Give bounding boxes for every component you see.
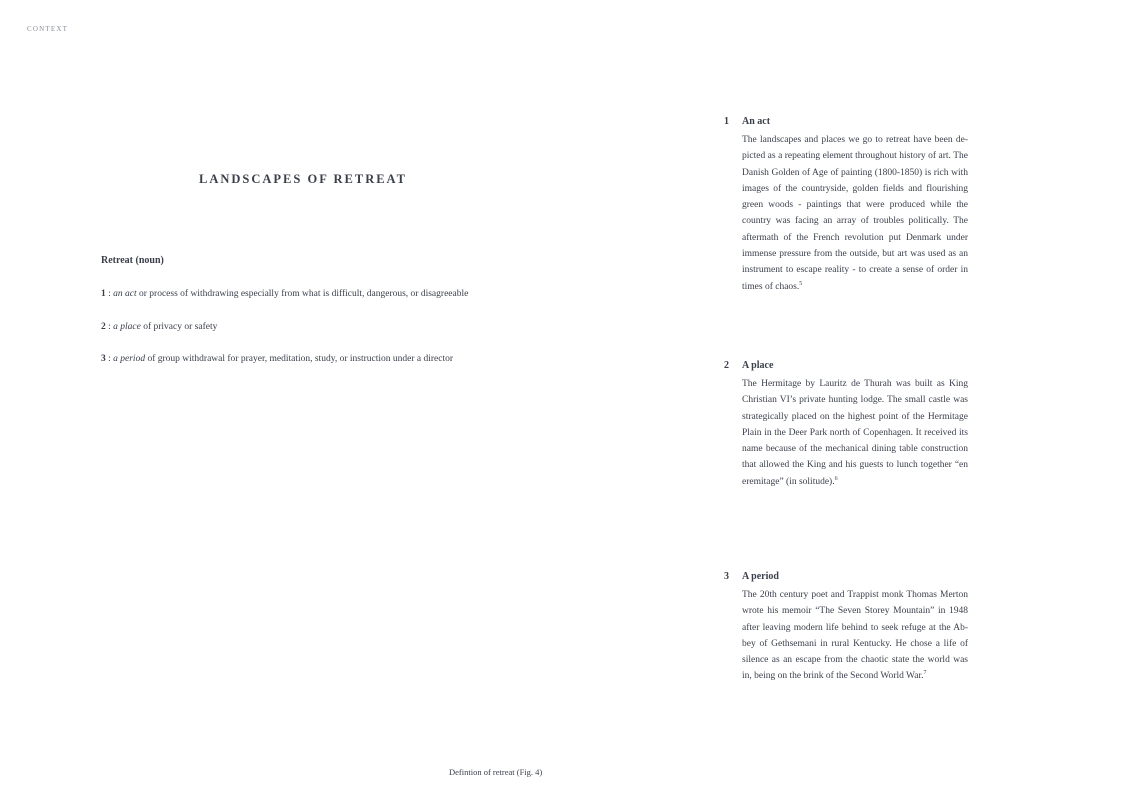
definition-text: or process of withdrawing especially from what is difficult, dangerous, or disagreeable (136, 289, 469, 299)
entry-heading: A period (742, 571, 779, 582)
definition-keyword: act (125, 289, 137, 299)
definition-separator: : (105, 354, 114, 364)
definition-separator: : (105, 321, 114, 332)
entry-body-text: The Hermitage by Lauritz de Thurah was built as King Christian VI’s private hunting lodge. The small castle was strategically placed on the highest point of the Hermitage Plain in the Deer Park north of Copenhagen. It received its name because of the mechanical dining table construction that allowed the King and his guests to lunch together “en eremitage” (in solitude). (742, 379, 968, 487)
definition-number: 1 (101, 289, 106, 299)
entry-act (724, 116, 968, 295)
definition-heading: Retreat (noun) (101, 255, 164, 266)
entry-number: 2 (724, 360, 729, 371)
footnote-marker: 6 (834, 475, 838, 482)
entry-body-text: The landscapes and places we go to retreat have been depicted as a repeating element throughout history of art. The Danish Golden of Age of painting (1800-1850) is rich with images of the countryside, golden fields and flourishing green woods - paintings that were produced while the country was facing an array of troubles politically. The aftermath of the French revolution put Denmark under immense pressure from the outside, but art was used as an instrument to escape reality - to create a sense of order in times of chaos. (742, 135, 968, 292)
entry-period (724, 571, 968, 685)
definition-prefix: a (113, 354, 121, 364)
definition-prefix: a (113, 321, 121, 332)
entry-body (742, 376, 968, 490)
context-label: CONTEXT (27, 25, 69, 33)
definition-item-2 (101, 321, 621, 334)
page-title: LANDSCAPES OF RETREAT (199, 172, 407, 186)
entry-place (724, 360, 968, 490)
figure-caption: Defintion of retreat (Fig. 4) (449, 767, 543, 777)
definition-text: of privacy or safety (140, 321, 218, 332)
entry-heading: An act (742, 116, 771, 127)
entry-body (742, 132, 968, 295)
entry-body-text: The 20th century poet and Trappist monk Thomas Merton wrote his memoir “The Seven Storey Mountain” in 1948 after leaving modern life behind to seek refuge at the Abbey of Gethsemani in rural Kentucky. He chose a life of silence as an escape from the chaotic state the world was in, being on the brink of the Second World War. (742, 590, 968, 682)
definition-prefix: an (113, 289, 126, 299)
definition-list (101, 288, 621, 366)
definition-number: 3 (101, 354, 106, 364)
entry-number: 1 (724, 116, 729, 127)
entry-number: 3 (724, 571, 729, 582)
footnote-marker: 7 (923, 670, 927, 677)
definition-text: of group withdrawal for prayer, meditation, study, or instruction under a director (145, 354, 454, 364)
definition-separator: : (105, 289, 114, 299)
definition-block (101, 255, 621, 386)
definition-keyword: place (120, 321, 141, 332)
entry-heading: A place (742, 360, 774, 371)
definition-keyword: period (120, 354, 146, 364)
definition-item-1 (101, 288, 621, 301)
definition-item-3 (101, 353, 621, 366)
entry-body (742, 587, 968, 685)
definition-number: 2 (101, 321, 106, 332)
footnote-marker: 5 (799, 280, 803, 287)
